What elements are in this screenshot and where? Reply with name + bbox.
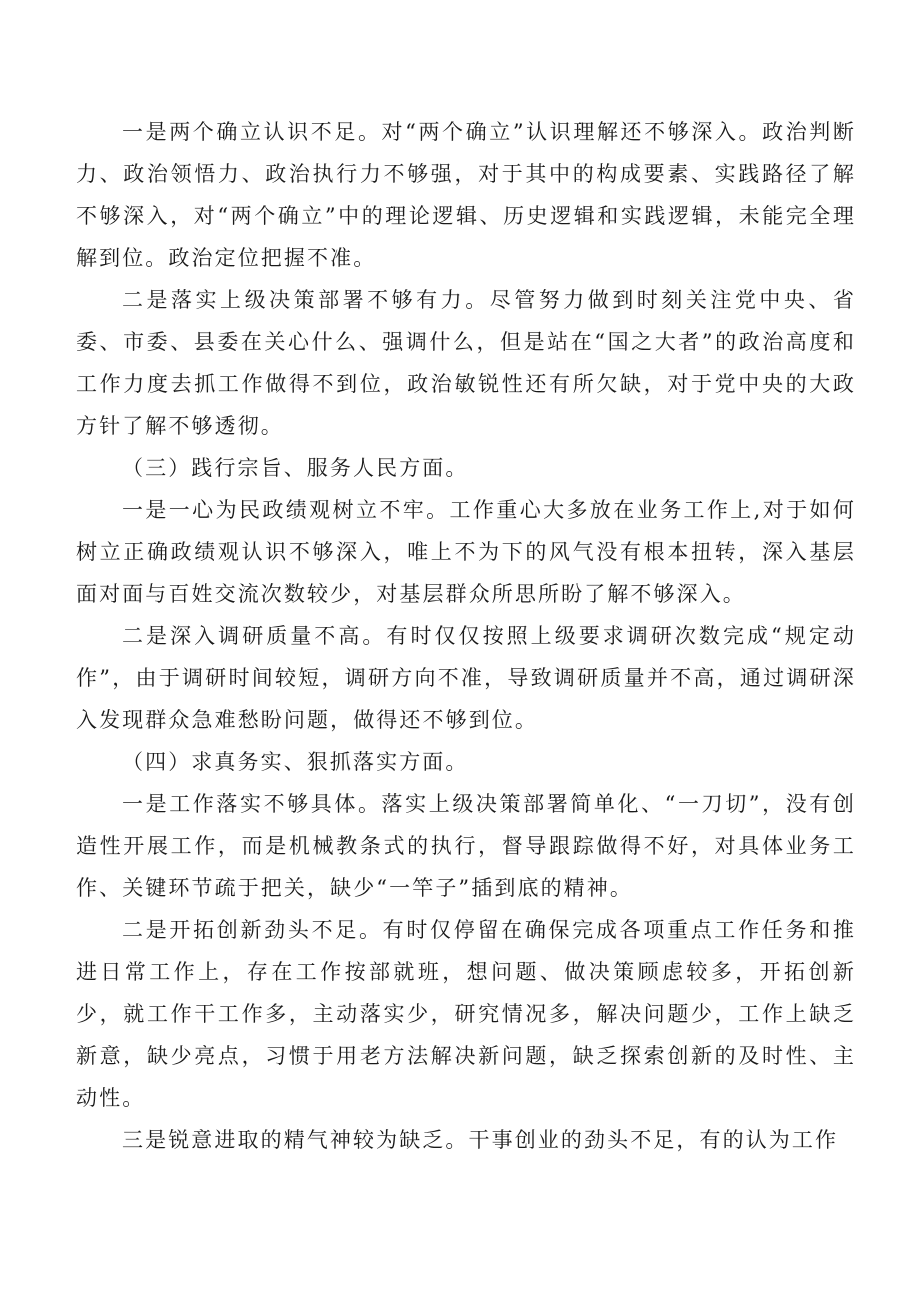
paragraph-implement-decisions: 二是落实上级决策部署不够有力。尽管努力做到时刻关注党中央、省委、市委、县委在关心什么、强调什么，但是站在“国之大者”的政治高度和工作力度去抓工作做得不到位，政治敏锐性还有所欠缺，对于党中央的大政方针了解不够透彻。 [76, 288, 856, 438]
paragraph-work-implementation: 一是工作落实不够具体。落实上级决策部署简单化、“一刀切”，没有创造性开展工作，而是机械教条式的执行，督导跟踪做得不好，对具体业务工作、关键环节疏于把关，缺少“一竿子”插到底的精神。 [76, 792, 856, 900]
paragraph-performance-view: 一是一心为民政绩观树立不牢。工作重心大多放在业务工作上,对于如何树立正确政绩观认识不够深入，唯上不为下的风气没有根本扭转，深入基层面对面与百姓交流次数较少，对基层群众所思所盼了解不够深入。 [76, 498, 856, 606]
section-heading-pragmatic: （四）求真务实、狠抓落实方面。 [122, 750, 469, 774]
paragraph-innovation: 二是开拓创新劲头不足。有时仅停留在确保完成各项重点工作任务和推进日常工作上，存在工作按部就班，想问题、做决策顾虑较多，开拓创新少，就工作干工作多，主动落实少，研究情况多，解决问题少，工作上缺乏新意，缺少亮点，习惯于用老方法解决新问题，缺乏探索创新的及时性、主动性。 [76, 918, 856, 1110]
paragraph-research-quality: 二是深入调研质量不高。有时仅仅按照上级要求调研次数完成“规定动作”，由于调研时间较短，调研方向不准，导致调研质量并不高，通过调研深入发现群众急难愁盼问题，做得还不够到位。 [76, 624, 856, 732]
section-heading-serve-people: （三）践行宗旨、服务人民方面。 [122, 456, 469, 480]
paragraph-two-establishments: 一是两个确立认识不足。对“两个确立”认识理解还不够深入。政治判断力、政治领悟力、政治执行力不够强，对于其中的构成要素、实践路径了解不够深入，对“两个确立”中的理论逻辑、历史逻辑和实践逻辑，未能完全理解到位。政治定位把握不准。 [76, 120, 856, 270]
paragraph-enterprising-spirit: 三是锐意进取的精气神较为缺乏。干事创业的劲头不足，有的认为工作 [122, 1128, 839, 1152]
document-body [76, 111, 856, 1161]
